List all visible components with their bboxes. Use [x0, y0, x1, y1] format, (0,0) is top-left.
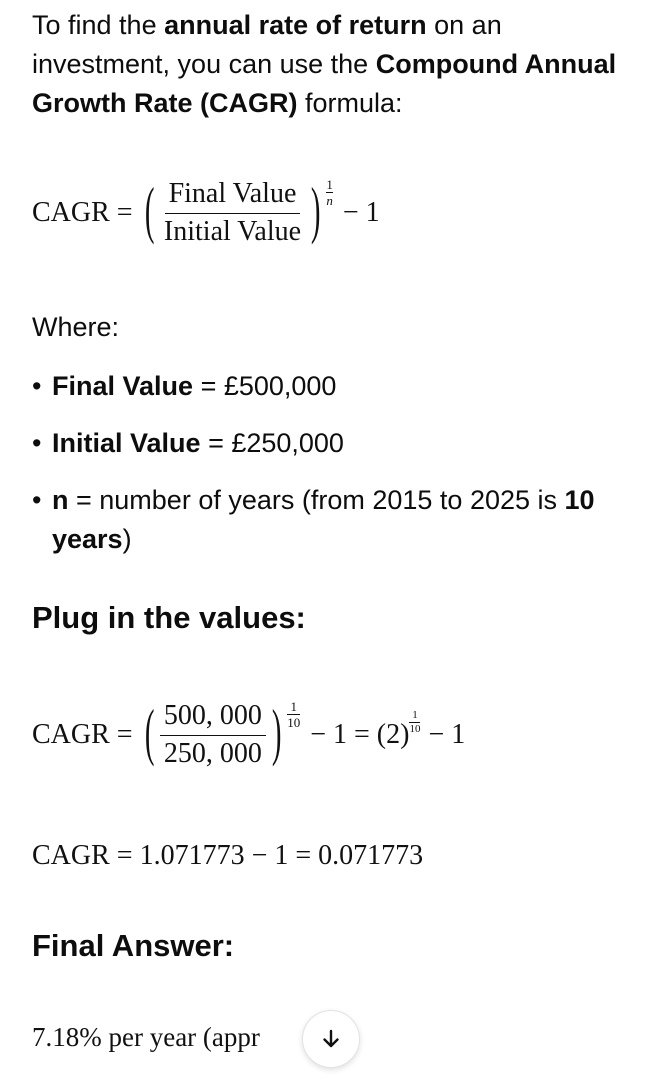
intro-bold-2: Compound Annual Growth Rate (CAGR) [32, 49, 617, 118]
plug-heading: Plug in the values: [32, 600, 306, 635]
intro-paragraph [32, 6, 632, 123]
formula-numerator: Final Value [165, 180, 301, 214]
intro-text-1: To find the [32, 10, 165, 40]
arrow-down-icon [319, 1027, 343, 1051]
formula-exponent: 1 n [326, 177, 333, 208]
cagr-formula: CAGR = ( $\frac{\text{Final Value}}{\text{Initial Value}}$ ) 1 n − 1 [32, 174, 380, 247]
formula-fraction [160, 180, 305, 246]
plugged-formula: CAGR = ( $\frac{500, 000}{250, 000}$ ) 1 10 − 1 = (2) 1 10 − 1 [32, 696, 466, 769]
variable-list [32, 367, 632, 577]
formula-fraction [160, 702, 266, 768]
intro-text-3: formula: [297, 88, 403, 118]
result-formula: CAGR = 1.071773 − 1 = 0.071773 [32, 840, 424, 871]
final-answer-text: 7.18% per year (appr [32, 1022, 260, 1052]
formula-lhs: CAGR = [32, 197, 133, 228]
formula-denominator: Initial Value [163, 216, 302, 247]
formula-denominator: 250, 000 [163, 738, 262, 769]
formula-tail: − 1 [342, 197, 380, 228]
formula-middle: − 1 = (2) [310, 719, 410, 750]
formula-tail: − 1 [428, 719, 466, 750]
list-item: • Initial Value = £250,000 [32, 424, 632, 463]
intro-text-2: on an investment, you can use the [32, 10, 502, 79]
final-answer-heading: Final Answer: [32, 928, 235, 963]
formula-numerator: 500, 000 [160, 702, 266, 736]
list-item: • n = number of years (from 2015 to 2025 is 10 years) [32, 481, 632, 559]
where-label: Where: [32, 312, 120, 342]
intro-bold-1: annual rate of return [164, 10, 427, 40]
scroll-down-button[interactable] [302, 1010, 360, 1068]
list-item: • Final Value = £500,000 [32, 367, 632, 406]
formula-lhs: CAGR = [32, 719, 133, 750]
formula-exponent-2: 1 10 [409, 709, 421, 735]
formula-exponent: 1 10 [287, 699, 301, 730]
